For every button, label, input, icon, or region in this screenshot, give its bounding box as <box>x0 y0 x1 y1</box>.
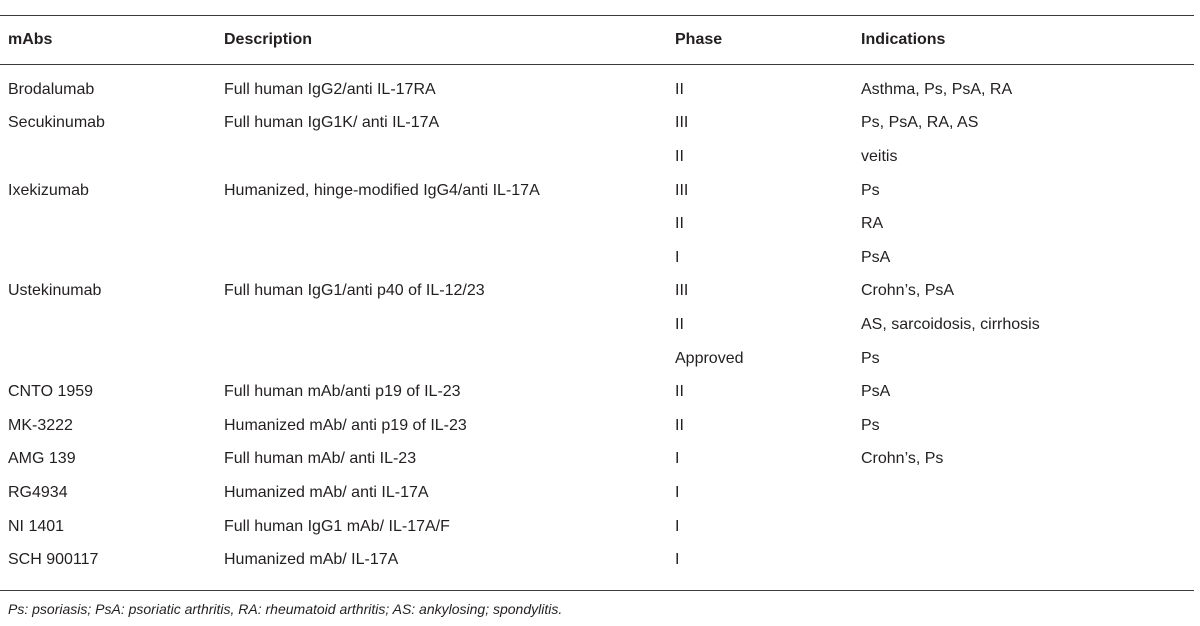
cell-phase: II <box>675 383 684 401</box>
table-row <box>0 64 1194 107</box>
cell-indications: PsA <box>861 383 891 401</box>
cell-description <box>216 207 667 241</box>
table-row <box>0 140 1194 174</box>
table-row <box>0 174 1194 208</box>
cell-description: Full human mAb/ anti IL-23 <box>224 450 417 468</box>
table-row <box>0 342 1194 376</box>
cell-indications: Ps <box>861 181 880 199</box>
cell-phase: III <box>675 114 689 132</box>
cell-phase: III <box>675 282 689 300</box>
cell-description: Humanized mAb/ anti IL-17A <box>224 483 429 501</box>
cell-mab: NI 1401 <box>8 517 65 535</box>
cell-description: Full human mAb/anti p19 of IL-23 <box>224 383 461 401</box>
cell-phase: II <box>675 80 684 98</box>
cell-mab: Ixekizumab <box>8 181 89 199</box>
cell-phase: Approved <box>675 349 744 367</box>
cell-mab: Secukinumab <box>8 114 105 132</box>
table-row <box>0 241 1194 275</box>
table-row <box>0 476 1194 510</box>
cell-phase: I <box>675 551 680 569</box>
cell-description <box>216 342 667 376</box>
cell-mab: SCH 900117 <box>8 551 99 569</box>
header-phase: Phase <box>675 31 723 48</box>
cell-description <box>216 241 667 275</box>
cell-description: Full human IgG2/anti IL-17RA <box>224 80 436 98</box>
table-row <box>0 543 1194 577</box>
cell-description: Humanized mAb/ IL-17A <box>224 551 399 569</box>
cell-mab: Brodalumab <box>8 80 95 98</box>
cell-indications: Ps, PsA, RA, AS <box>861 114 979 132</box>
cell-indications <box>853 476 1194 510</box>
cell-description: Humanized mAb/ anti p19 of IL-23 <box>224 416 467 434</box>
cell-indications: Ps <box>861 349 880 367</box>
cell-mab: Ustekinumab <box>8 282 102 300</box>
cell-phase: I <box>675 248 680 266</box>
cell-description: Humanized, hinge-modified IgG4/anti IL-17A <box>224 181 540 199</box>
cell-phase: I <box>675 450 680 468</box>
cell-phase: I <box>675 483 680 501</box>
cell-description: Full human IgG1K/ anti IL-17A <box>224 114 440 132</box>
cell-phase: II <box>675 215 684 233</box>
table-row <box>0 375 1194 409</box>
cell-mab <box>0 308 216 342</box>
cell-indications: Crohn’s, PsA <box>861 282 955 300</box>
cell-phase: I <box>675 517 680 535</box>
cell-description <box>216 140 667 174</box>
cell-mab <box>0 207 216 241</box>
table-footnote: Ps: psoriasis; PsA: psoriatic arthritis, RA: rheumatoid arthritis; AS: ankylosing; spondylitis. <box>8 601 563 617</box>
table-row <box>0 207 1194 241</box>
cell-mab <box>0 140 216 174</box>
cell-mab: AMG 139 <box>8 450 76 468</box>
header-indications: Indications <box>861 31 946 48</box>
cell-indications: PsA <box>861 248 891 266</box>
cell-phase: II <box>675 147 684 165</box>
cell-phase: II <box>675 315 684 333</box>
table-row <box>0 443 1194 477</box>
cell-mab <box>0 241 216 275</box>
cell-mab: RG4934 <box>8 483 68 501</box>
cell-indications <box>853 543 1194 577</box>
cell-indications <box>853 510 1194 544</box>
table-bottom-rule <box>0 590 1194 591</box>
cell-phase: III <box>675 181 689 199</box>
table-row <box>0 308 1194 342</box>
table-row <box>0 107 1194 141</box>
cell-indications: AS, sarcoidosis, cirrhosis <box>861 315 1040 333</box>
cell-indications: veitis <box>861 147 898 165</box>
table-header-row <box>0 0 1194 64</box>
cell-indications: Ps <box>861 416 880 434</box>
cell-mab <box>0 342 216 376</box>
cell-description: Full human IgG1 mAb/ IL-17A/F <box>224 517 450 535</box>
cell-mab: CNTO 1959 <box>8 383 94 401</box>
cell-mab: MK-3222 <box>8 416 73 434</box>
cell-description: Full human IgG1/anti p40 of IL-12/23 <box>224 282 485 300</box>
cell-indications: Asthma, Ps, PsA, RA <box>861 80 1013 98</box>
table-row <box>0 510 1194 544</box>
header-mabs: mAbs <box>8 31 53 48</box>
cell-phase: II <box>675 416 684 434</box>
cell-indications: RA <box>861 215 884 233</box>
table-row <box>0 409 1194 443</box>
cell-indications: Crohn’s, Ps <box>861 450 944 468</box>
header-description: Description <box>224 31 313 48</box>
cell-description <box>216 308 667 342</box>
table-row <box>0 275 1194 309</box>
